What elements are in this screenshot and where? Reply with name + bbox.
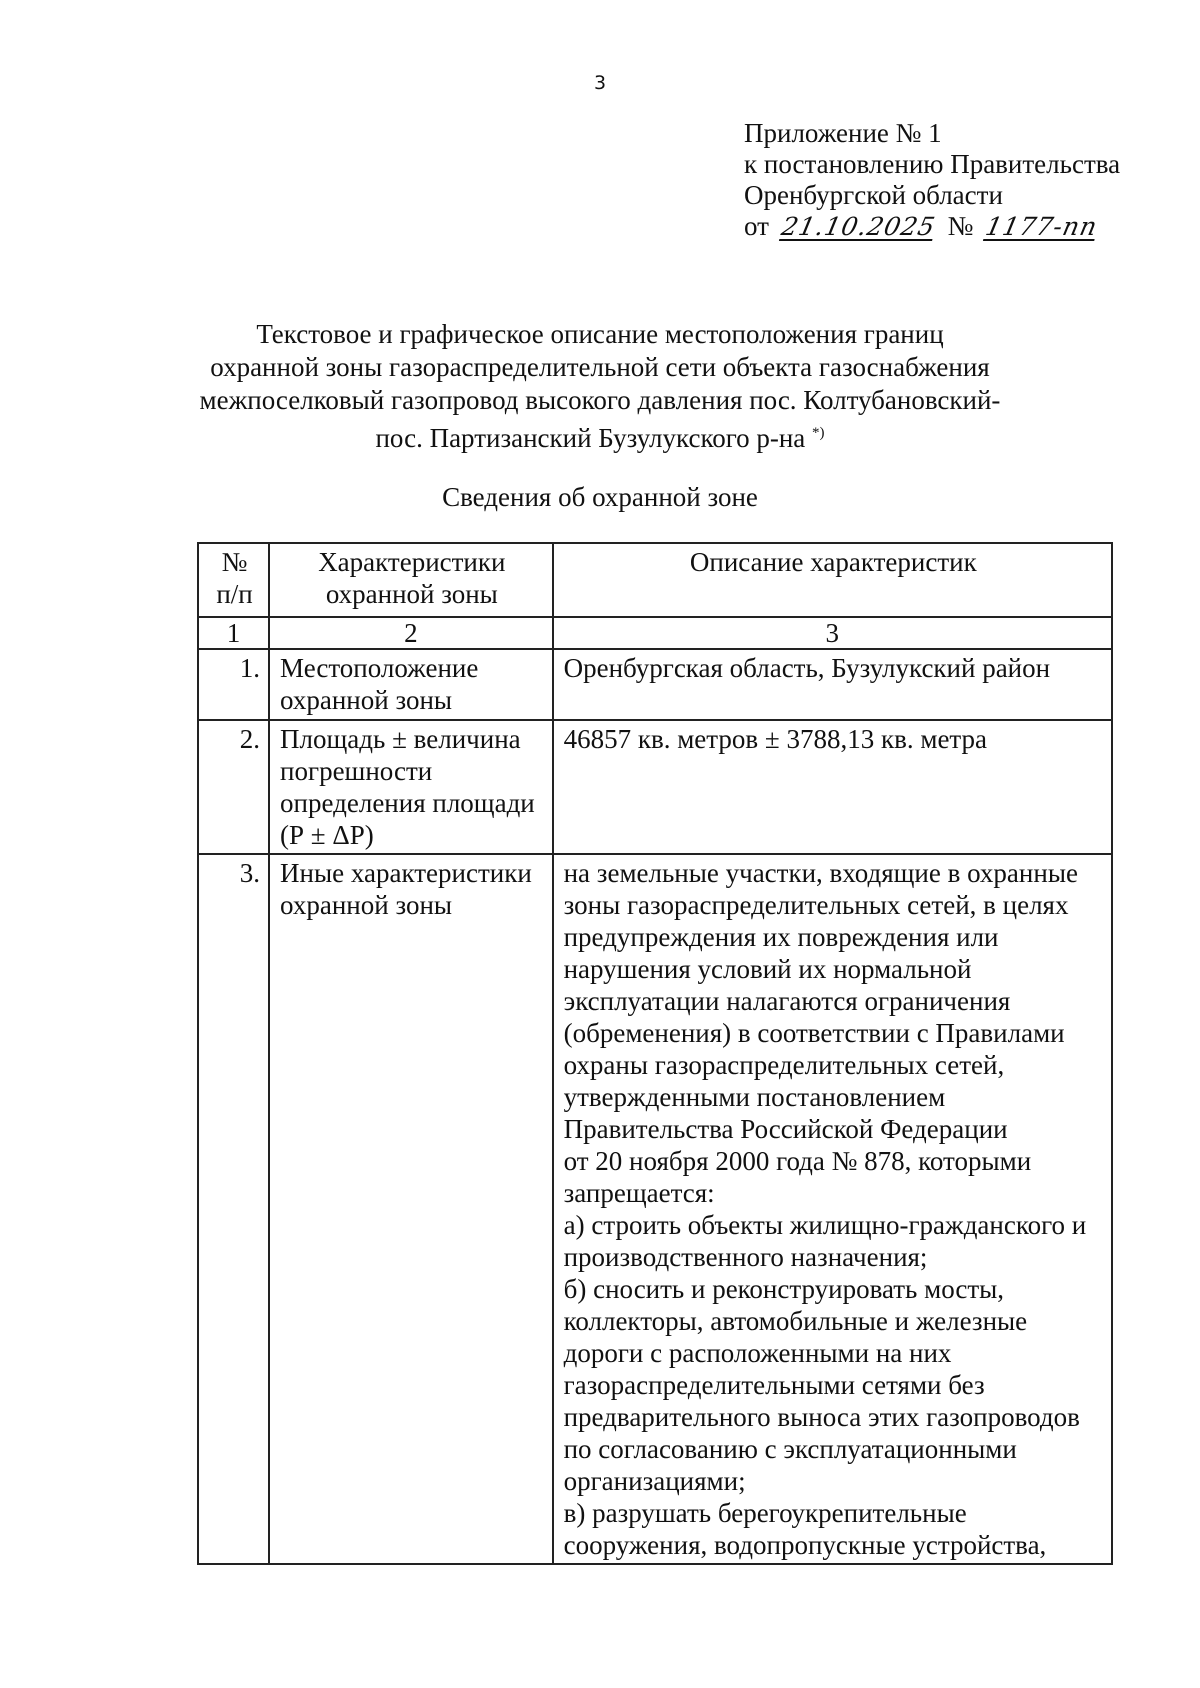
title-line-4-wrap	[0, 417, 1200, 455]
row-num: 2.	[198, 720, 269, 854]
document-title	[0, 318, 1200, 455]
row-characteristic: Иные характеристики охранной зоны	[269, 854, 553, 1564]
appendix-date-line	[744, 211, 1120, 242]
row-description: на земельные участки, входящие в охранные зоны газораспределительных сетей, в целях предупреждения их повреждения или нарушения условий их нормальной эксплуатации налагаются ограничения (обременения) в соответствии с Правилами охраны газораспределительных сетей, утвержденными постановлением Правительства Российской Федерации от 20 ноября 2000 года № 878, которыми запрещается: а) строить объекты жилищно-гражданского и производственного назначения; б) сносить и реконструировать мосты, коллекторы, автомобильные и железные дороги с расположенными на них газораспределительными сетями без предварительного выноса этих газопроводов по согласованию с эксплуатационными организациями; в) разрушать берегоукрепительные сооружения, водопропускные устройства,	[553, 854, 1112, 1564]
footnote-mark: *)	[812, 425, 825, 441]
row-num: 3.	[198, 854, 269, 1564]
title-line-1: Текстовое и графическое описание местоположения границ	[256, 319, 944, 349]
handwritten-date: 21.10.2025	[778, 212, 938, 241]
row-characteristic: Площадь ± величина погрешности определения площади (Р ± ΔР)	[269, 720, 553, 854]
column-number-row	[198, 617, 1112, 649]
header-characteristic: Характеристики охранной зоны	[269, 543, 553, 617]
table-row	[198, 649, 1112, 720]
column-number-1: 1	[198, 617, 269, 649]
row-num: 1.	[198, 649, 269, 720]
appendix-line-3: Оренбургской области	[744, 180, 1003, 210]
column-number-3: 3	[553, 617, 1112, 649]
table-row	[198, 854, 1112, 1564]
row-description: 46857 кв. метров ± 3788,13 кв. метра	[553, 720, 1112, 854]
title-line-2: охранной зоны газораспределительной сети объекта газоснабжения	[210, 352, 990, 382]
header-num: № п/п	[198, 543, 269, 617]
protected-zone-table	[197, 542, 1113, 1565]
row-description: Оренбургская область, Бузулукский район	[553, 649, 1112, 720]
title-line-4: пос. Партизанский Бузулукского р-на	[375, 423, 806, 453]
table-row	[198, 720, 1112, 854]
page-number: 3	[593, 72, 607, 94]
table-header-row	[198, 543, 1112, 617]
appendix-line-2: к постановлению Правительства	[744, 149, 1121, 179]
row-characteristic: Местоположение охранной зоны	[269, 649, 553, 720]
date-prefix: от	[744, 211, 769, 241]
title-line-3: межпоселковый газопровод высокого давления пос. Колтубановский-	[199, 385, 1001, 415]
appendix-line-1: Приложение № 1	[744, 118, 942, 148]
number-sign: №	[947, 211, 974, 241]
appendix-block	[744, 118, 1120, 242]
handwritten-number: 1177-пп	[983, 212, 1101, 241]
section-title: Сведения об охранной зоне	[442, 482, 758, 512]
header-description: Описание характеристик	[553, 543, 1112, 617]
column-number-2: 2	[269, 617, 553, 649]
